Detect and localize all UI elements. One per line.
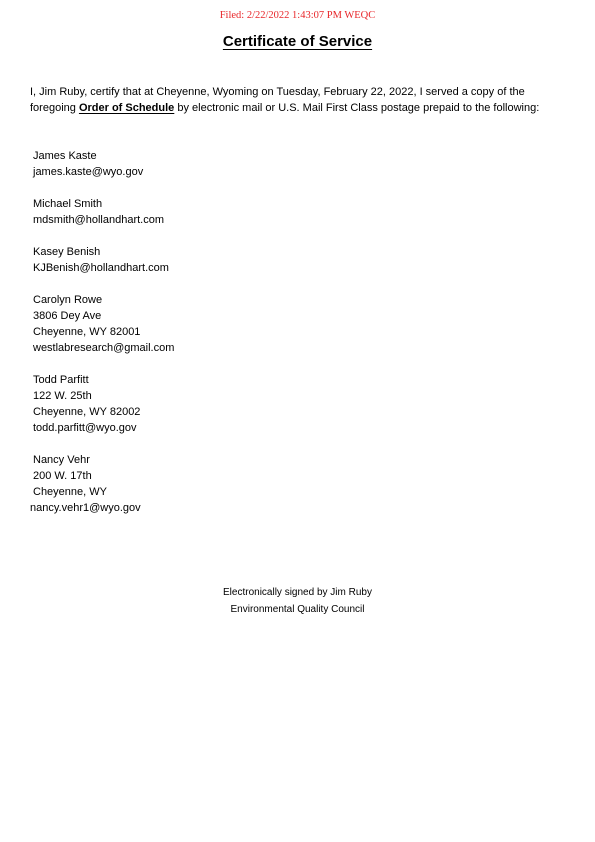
recipient-name: Todd Parfitt (33, 374, 89, 386)
recipient-street: 3806 Dey Ave (33, 310, 102, 322)
recipient-street: 200 W. 17th (33, 470, 92, 482)
recipient-name: Carolyn Rowe (33, 294, 103, 306)
signature-block (0, 584, 595, 618)
signature-organization: Environmental Quality Council (230, 604, 365, 615)
recipient-email: KJBenish@hollandhart.com (33, 262, 169, 274)
signature-line: Electronically signed by Jim Ruby (223, 587, 372, 598)
recipient-email: james.kaste@wyo.gov (33, 166, 144, 178)
recipient-name: James Kaste (33, 150, 97, 162)
order-document-name: Order of Schedule (78, 101, 175, 114)
recipient-email: mdsmith@hollandhart.com (33, 214, 164, 226)
page-title-container (0, 33, 595, 51)
page-title: Certificate of Service (222, 33, 373, 50)
filed-stamp: Filed: 2/22/2022 1:43:07 PM WEQC (219, 10, 376, 21)
recipient-james-kaste (33, 148, 174, 180)
recipient-city: Cheyenne, WY (33, 486, 107, 498)
recipient-nancy-vehr (30, 452, 174, 516)
recipient-list (30, 148, 175, 532)
intro-text-after: by electronic mail or U.S. Mail First Class postage prepaid to the following: (174, 101, 540, 114)
recipient-todd-parfitt (33, 372, 174, 436)
recipient-street: 122 W. 25th (33, 390, 92, 402)
recipient-name: Kasey Benish (33, 246, 101, 258)
intro-text-before: I, Jim Ruby, certify that at Cheyenne, Wyoming on Tuesday, February 22, 2022, I served a copy of the foregoing (30, 86, 525, 114)
certification-paragraph (30, 85, 560, 116)
recipient-city: Cheyenne, WY 82002 (33, 406, 141, 418)
recipient-city: Cheyenne, WY 82001 (33, 326, 141, 338)
recipient-email: westlabresearch@gmail.com (33, 342, 175, 354)
recipient-name: Michael Smith (33, 198, 103, 210)
recipient-carolyn-rowe (33, 292, 174, 356)
recipient-name: Nancy Vehr (33, 454, 90, 466)
recipient-kasey-benish (33, 244, 174, 276)
recipient-email: nancy.vehr1@wyo.gov (30, 502, 141, 514)
recipient-michael-smith (33, 196, 174, 228)
recipient-email: todd.parfitt@wyo.gov (33, 422, 137, 434)
